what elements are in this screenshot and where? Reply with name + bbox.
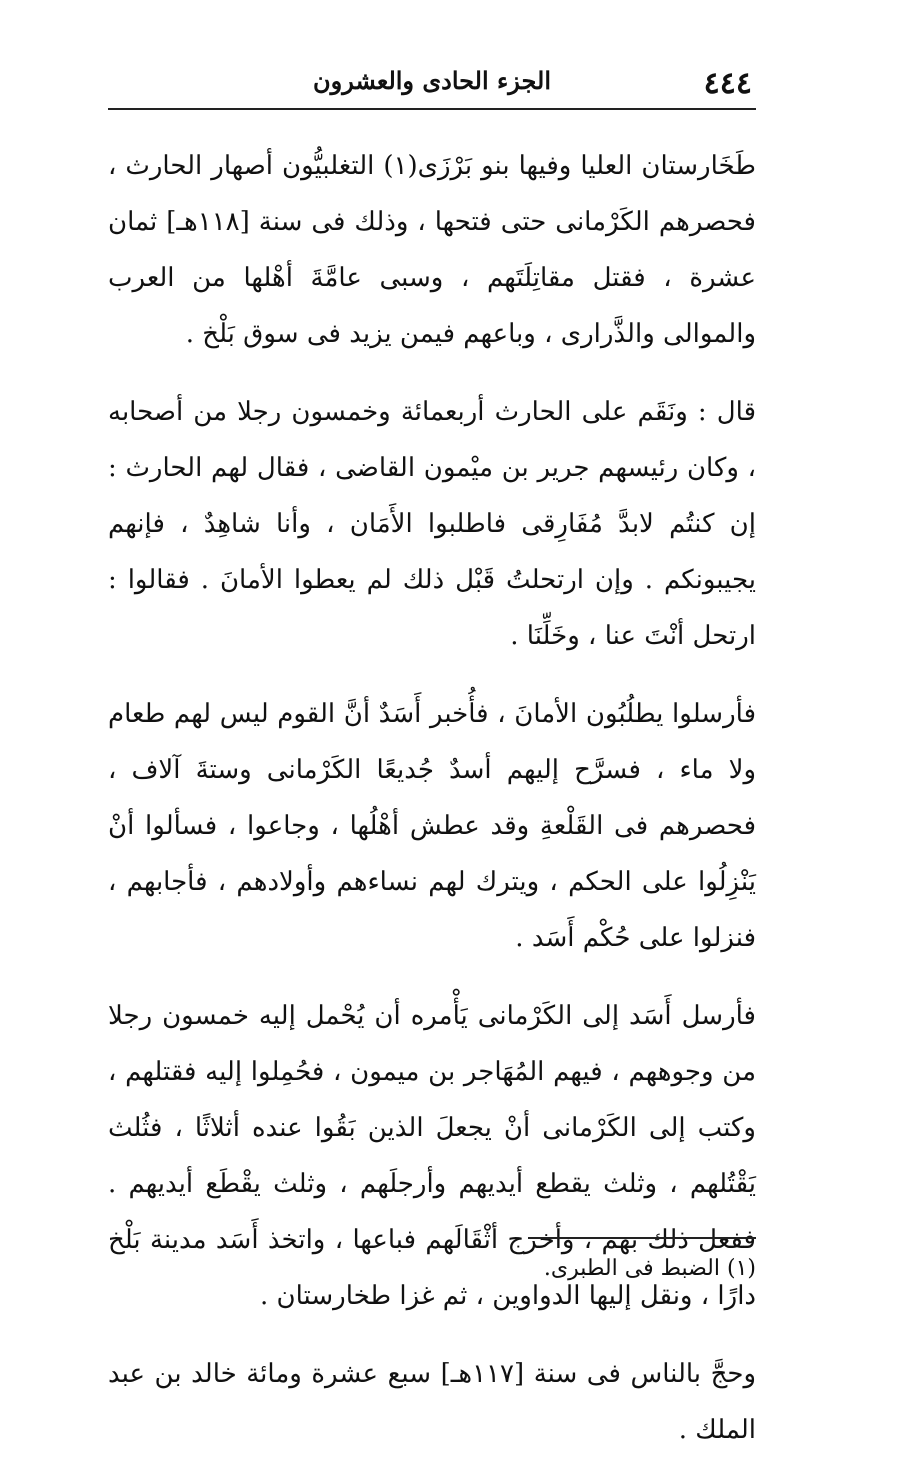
- running-title: الجزء الحادى والعشرون: [313, 66, 551, 95]
- paragraph: قال : ونَقَم على الحارث أربعمائة وخمسون رجلا من أصحابه ، وكان رئيسهم جرير بن ميْمون القاضى ، فقال لهم الحارث : إن كنتُم لابدَّ مُفَارِقى فاطلبوا الأَمَان ، وأنا شاهِدٌ ، فإنهم يجيبونكم . وإن ارتحلتُ قَبْل ذلك لم يعطوا الأمانَ . فقالوا : ارتحل أنْتَ عنا ، وخَلِّنَا .: [108, 397, 756, 651]
- paragraph: فأرسلوا يطلُبُون الأمانَ ، فأُخبر أَسَدٌ أنَّ القوم ليس لهم طعام ولا ماء ، فسرَّح إليهم أسدٌ جُديعًا الكَرْمانى وستةَ آلاف ، فحصرهم فى القَلْعةِ وقد عطش أهْلُها ، وجاعوا ، فسألوا أنْ يَنْزِلُوا على الحكم ، ويترك لهم نساءهم وأولادهم ، فأجابهم ، فنزلوا على حُكْم أَسَد .: [108, 699, 756, 953]
- page-number: ٤٤٤: [703, 66, 752, 101]
- paragraph: وحجَّ بالناس فى سنة [١١٧هـ] سبع عشرة ومائة خالد بن عبد الملك .: [108, 1359, 757, 1445]
- header-rule: [108, 108, 756, 110]
- page-header: [108, 58, 756, 106]
- footnote-rule: [528, 1237, 756, 1239]
- paragraph: طَخَارستان العليا وفيها بنو بَرْزَى(١) التغلبيُّون أصهار الحارث ، فحصرهم الكَرْمانى حتى فتحها ، وذلك فى سنة [١١٨هـ] ثمان عشرة ، فقتل مقاتِلَتَهم ، وسبى عامَّةَ أهْلها من العرب والموالى والذَّرارى ، وباعهم فيمن يزيد فى سوق بَلْخ .: [108, 151, 756, 349]
- paragraph: فأرسل أَسَد إلى الكَرْمانى يَأْمره أن يُحْمل إليه خمسون رجلا من وجوههم ، فيهم المُهَاجر بن ميمون ، فحُمِلوا إليه فقتلهم ، وكتب إلى الكَرْمانى أنْ يجعلَ الذين بَقُوا عنده أثلاثًا ، فثُلث يَقْتُلهم ، وثلث يقطع أيديهم وأرجلَهم ، وثلث يقْطَع أيديهم . ففعل ذلك بهم ، وأخرج أثْقَالَهم فباعها ، واتخذ أَسَد مدينة بَلْخ دارًا ، ونقل إليها الدواوين ، ثم غزا طخارستان .: [108, 1001, 756, 1311]
- footnote: (١) الضبط فى الطبرى.: [543, 1256, 756, 1281]
